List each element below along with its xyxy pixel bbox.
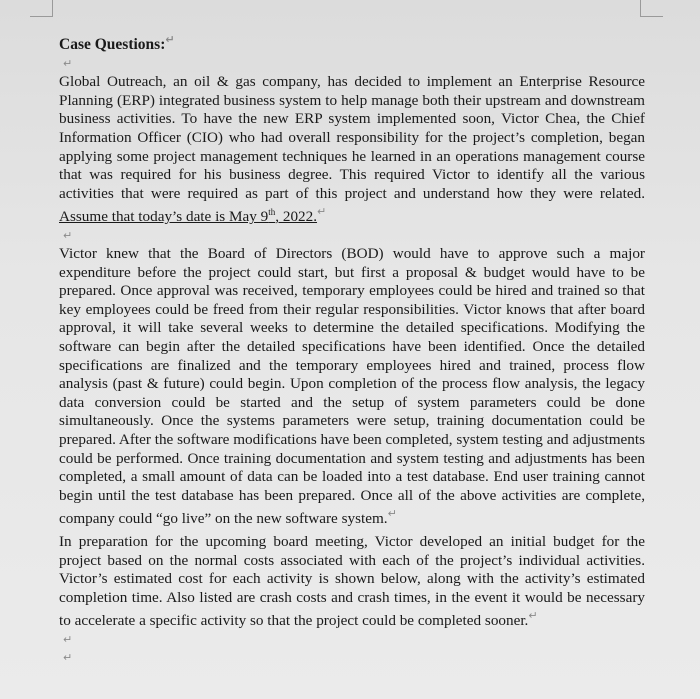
paragraph-mark-icon: ↵ xyxy=(528,609,538,623)
page-corner-mark-left xyxy=(30,0,53,17)
paragraph-mark-icon: ↵ xyxy=(387,507,397,521)
assumed-date-note: Assume that today’s date is May 9th, 2022. xyxy=(59,207,318,226)
empty-paragraph xyxy=(59,649,645,667)
paragraph-mark-icon: ↵ xyxy=(63,228,73,242)
page-corner-mark-right xyxy=(640,0,663,17)
empty-paragraph xyxy=(59,631,645,649)
paragraph-mark-icon: ↵ xyxy=(63,57,73,71)
paragraph-budget xyxy=(59,533,645,631)
paragraph-mark-icon: ↵ xyxy=(317,205,327,219)
paragraph-budget-text: In preparation for the upcoming board meeting, Victor developed an initial budget for the project based on the normal costs associated with each of the project’s individual activities. Victor’s estimated cost for each activity is shown below, along with the activity’s estimated completion time. Also listed are crash costs and crash times, in the event it would be necessary to accelerate a specific activity so that the project could be completed sooner. xyxy=(59,532,645,630)
paragraph-intro-text: Global Outreach, an oil & gas company, has decided to implement an Enterprise Resource Planning (ERP) integrated business system to help manage both their upstream and downstream business activities. To have the new ERP system implemented soon, Victor Chea, the Chief Information Officer (CIO) who had overall responsibility for the project’s completion, began applying some project management techniques he learned in an operations management course that was required for his business degree. This required Victor to identify all the various activities that were required as part of this project and understand how they were related. xyxy=(59,73,645,202)
case-document xyxy=(59,30,645,667)
case-questions-heading: Case Questions:↵ xyxy=(59,33,175,54)
paragraph-activities-text: Victor knew that the Board of Directors (BOD) would have to approve such a major expenditure before the project could start, but first a proposal & budget would have to be prepared. Once approval was received, temporary employees could be hired and trained so that key employees could be freed from their regular responsibilities. Victor knows that after board approval, it will take several weeks to determine the detailed specifications. Modifying the software can begin after the detailed specifications have been identified. Once the detailed specifications are finalized and the temporary employees hired and trained, process flow analysis (past & future) could begin. Upon completion of the process flow analysis, the legacy data conversion could be started and the setup of system parameters could be done simultaneously. Once the systems parameters were setup, training documentation could be prepared. After the software modifications have been completed, system testing and adjustments could be performed. Once training documentation and system testing and adjustments has been completed, a small amount of data can be loaded into a test database. End user training cannot begin until the test database has been prepared. Once all of the above activities are complete, company could “go live” on the new software system. xyxy=(59,244,645,528)
empty-paragraph xyxy=(59,227,645,245)
paragraph-mark-icon: ↵ xyxy=(165,33,175,46)
paragraph-mark-icon: ↵ xyxy=(63,650,73,664)
paragraph-mark-icon: ↵ xyxy=(63,632,73,646)
paragraph-activities xyxy=(59,245,645,529)
empty-paragraph xyxy=(59,55,645,73)
paragraph-intro xyxy=(59,73,645,227)
